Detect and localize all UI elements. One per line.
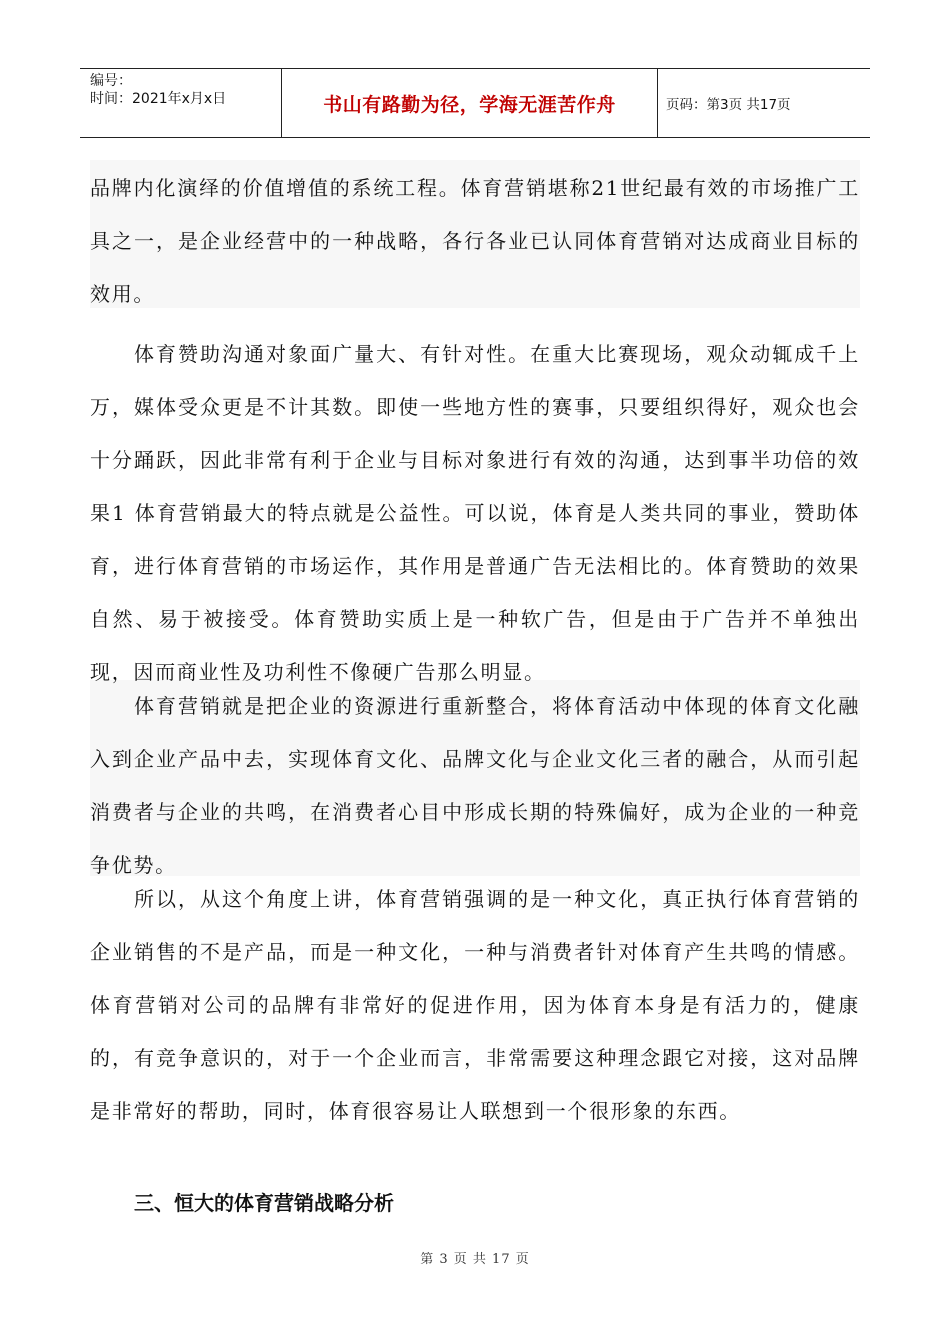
paragraph-2: 体育赞助沟通对象面广量大、有针对性。在重大比赛现场，观众动辄成千上万，媒体受众更是不计其数。即使一些地方性的赛事，只要组织得好，观众也会十分踊跃，因此非常有利于企业与目标对象进行有效的沟通，达到事半功倍的效果1 体育营销最大的特点就是公益性。可以说，体育是人类共同的事业，赞助体育，进行体育营销的市场运作，其作用是普通广告无法相比的。体育赞助的效果自然、易于被接受。体育赞助实质上是一种软广告，但是由于广告并不单独出现，因而商业性及功利性不像硬广告那么明显。 bbox=[90, 342, 860, 684]
time-label: 时间：2021年x月x日 bbox=[90, 91, 227, 107]
number-label: 编号： bbox=[90, 73, 132, 89]
section-heading: 三、恒大的体育营销战略分析 bbox=[134, 1191, 394, 1215]
paragraph-1: 品牌内化演绎的价值增值的系统工程。体育营销堪称21世纪最有效的市场推广工具之一，是企业经营中的一种战略，各行各业已认同体育营销对达成商业目标的效用。 bbox=[90, 176, 860, 306]
header-meta bbox=[80, 69, 282, 137]
paragraph-3: 体育营销就是把企业的资源进行重新整合，将体育活动中体现的体育文化融入到企业产品中去，实现体育文化、品牌文化与企业文化三者的融合，从而引起消费者与企业的共鸣，在消费者心目中形成长期的特殊偏好，成为企业的一种竞争优势。 bbox=[90, 694, 860, 877]
page-header bbox=[80, 68, 870, 138]
paragraph-4: 所以，从这个角度上讲，体育营销强调的是一种文化，真正执行体育营销的企业销售的不是产品，而是一种文化，一种与消费者针对体育产生共鸣的情感。体育营销对公司的品牌有非常好的促进作用，因为体育本身是有活力的，健康的，有竞争意识的，对于一个企业而言，非常需要这种理念跟它对接，这对品牌是非常好的帮助，同时，体育很容易让人联想到一个很形象的东西。 bbox=[90, 887, 860, 1123]
header-page-info: 页码：第3页 共17页 bbox=[666, 97, 791, 113]
header-motto: 书山有路勤为径，学海无涯苦作舟 bbox=[282, 69, 658, 137]
page-footer: 第 3 页 共 17 页 bbox=[420, 1252, 530, 1267]
